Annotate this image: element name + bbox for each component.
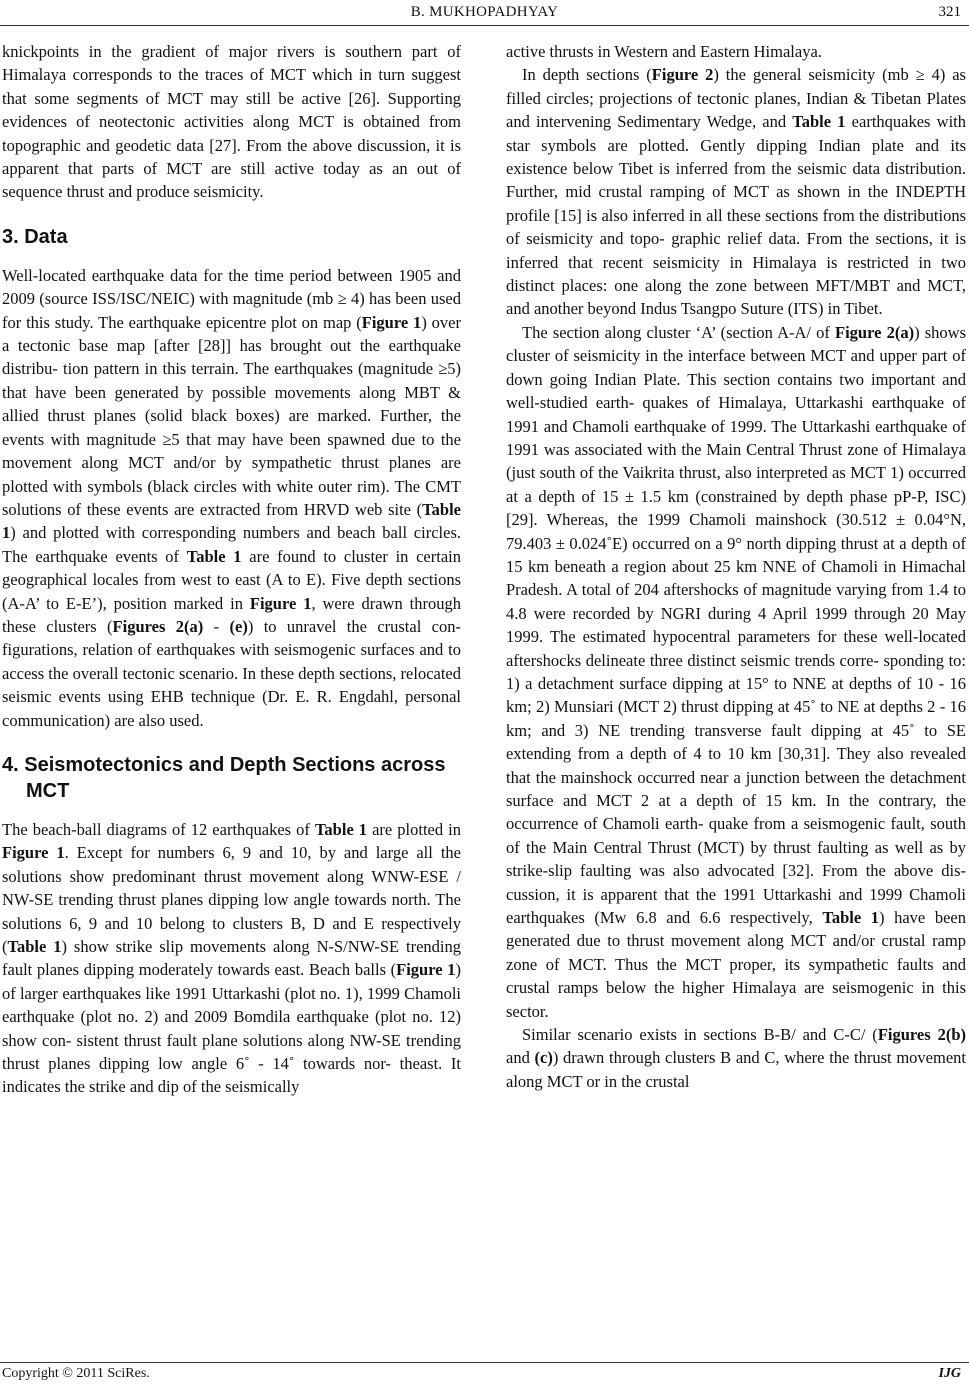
table-ref: Table 1: [2, 499, 461, 543]
figure-ref: Figure 1: [249, 593, 312, 613]
paragraph-continuation: active thrusts in Western and Eastern Himalaya.: [506, 42, 822, 61]
table-ref: Table 1: [7, 937, 62, 956]
figure-ref: Figure 2(a): [835, 322, 915, 342]
running-header-author: B. MUKHOPADHYAY: [410, 4, 559, 20]
copyright-notice: Copyright © 2011 SciRes.: [2, 1366, 150, 1381]
journal-abbreviation: IJG: [938, 1366, 961, 1381]
figure-ref: Figure 2: [651, 65, 714, 85]
figure-ref: Figures 2(a): [112, 616, 204, 636]
header-divider: [0, 25, 969, 26]
paragraph-section-a: The section along cluster ‘A’ (section A-A/ of Figure 2(a)) shows cluster of seismicity in the interface between MCT and upper part of down going Indian Plate. This section contains two important and well-studied earth- quakes of Himalaya, Uttarkashi earthquake of 1991 and Chamoli earthquake of 1999. The Uttarkashi earthquake of 1991 was associated with the Main Central Thrust zone of Himalaya (just south of the Vaikrita thrust, also interpreted as MCT 1) occurred at a depth of 15 ± 1.5 km (constrained by depth phase pP-P, ISC) [29]. Whereas, the 1999 Chamoli mainshock (30.512 ± 0.04°N, 79.403 ± 0.024˚E) occurred on a 9° north dipping thrust at a depth of 15 km beneath a region about 25 km NNE of Chamoli in Himachal Pradesh. A total of 204 aftershocks of magnitude varying from 1.4 to 4.8 were recorded by NGRI during 4 April 1999 through 20 May 1999. The estimated hypocentral parameters for these well-located aftershocks delineate three distinct seismic trends corre- sponding to: 1) a detachment surface dipping at 15° to NNE at depths of 10 - 16 km; 2) Munsiari (MCT 2) thrust dipping at 45˚ to NE at depths 2 - 16 km; and 3) NE trending transverse fault dipping at 45˚ to SE extending from a depth of 4 to 10 km [30,31]. They also revealed that the mainshock occurred near a junction between the detachment surface and MCT 2 at a depth of 15 km. In the contrary, the occurrence of Chamoli earth- quake from a seismogenic fault, south of the Main Central Thrust (MCT) by thrust faulting as well as by strike-slip faulting was also advocated [32]. From the above dis- cussion, it is apparent that the 1991 Uttarkashi and 1999 Chamoli earthquakes (Mw 6.8 and 6.6 respectively, Table 1) have been generated due to thrust movement along MCT and/or crustal ramp zone of MCT. Thus the MCT proper, its sympathetic faults and crustal ramps below the higher Himalaya are seismogenic in this sector.: [506, 322, 967, 1021]
paragraph-sections-b-c: Similar scenario exists in sections B-B/ and C-C/ (Figures 2(b) and (c)) drawn through clusters B and C, where the thrust movement along MCT or in the crustal: [506, 1025, 966, 1091]
table-ref: Table 1: [314, 819, 368, 839]
footer-divider: [0, 1362, 969, 1363]
figure-ref: (c): [534, 1048, 553, 1068]
page-number: 321: [938, 4, 961, 20]
figure-ref: Figure 1: [361, 312, 422, 332]
figure-ref: Figures 2(b): [877, 1025, 966, 1045]
table-ref: Table 1: [822, 908, 880, 928]
paragraph-beach-ball: The beach-ball diagrams of 12 earthquakes of Table 1 are plotted in Figure 1. Except for numbers 6, 9 and 10, by and large all the solutions show predominant thrust movement along WNW-ESE / NW-SE trending thrust planes dipping low angle towards north. The solutions 6, 9 and 10 belong to clusters B, D and E respectively (Table 1) show strike slip movements along N-S/NW-SE trending fault planes dipping moderately towards east. Beach balls (Figure 1) of larger earthquakes like 1991 Uttarkashi (plot no. 1), 1999 Chamoli earthquake (plot no. 2) and 2009 Bomdila earthquake (plot no. 12) show con- sistent thrust fault plane solutions along NW-SE trending thrust planes dipping low angle 6˚ - 14˚ towards nor- theast. It indicates the strike and dip of the seismically: [2, 819, 461, 1097]
left-column: [2, 40, 461, 1099]
section-heading-data: 3. Data: [2, 225, 68, 248]
paragraph-data: Well-located earthquake data for the time period between 1905 and 2009 (source ISS/ISC/NEIC) with magnitude (mb ≥ 4) has been used for this study. The earthquake epicentre plot on map (Figure 1) over a tectonic base map [after [28]] has brought out the earthquake distribu- tion pattern in this terrain. The earthquakes (magnitude ≥5) that have been generated by possible movements along MBT & allied thrust planes (solid black boxes) are marked. Further, the events with magnitude ≥5 that may have been spawned due to the movement along MCT and/or by sympathetic thrust planes are plotted with symbols (black circles with white outer rim). The CMT solutions of these events are extracted from HRVD web site (Table 1) and plotted with corresponding numbers and beach ball circles. The earthquake events of Table 1 are found to cluster in certain geographical locales from west to east (A to E). Five depth sections (A-A’ to E-E’), position marked in Figure 1, were drawn through these clusters (Figures 2(a) - (e)) to unravel the crustal con- figurations, relation of earthquakes with seismogenic surfaces and to access the overall tectonic scenario. In these depth sections, relocated seismic events using EHB technique (Dr. E. R. Engdahl, personal communication) are also used.: [2, 265, 461, 730]
figure-ref: (e): [229, 616, 248, 636]
figure-ref: Figure 1: [2, 843, 65, 863]
figure-ref: Figure 1: [396, 960, 456, 980]
table-ref: Table 1: [792, 112, 846, 132]
paragraph-continuation: knickpoints in the gradient of major rivers is southern part of Himalaya corresponds to the traces of MCT which in turn suggest that some segments of MCT may still be active [26]. Supporting evidences of neotectonic activities along MCT is obtained from topographic and geodetic data [27]. From the above discussion, it is apparent that parts of MCT are still active today as an out of sequence thrust and produce seismicity.: [2, 42, 461, 202]
table-ref: Table 1: [186, 546, 242, 566]
right-column: [506, 40, 966, 1093]
section-heading-seismotectonics: 4. Seismotectonics and Depth Sections across MCT: [2, 753, 446, 802]
paragraph-depth-sections: In depth sections (Figure 2) the general seismicity (mb ≥ 4) as filled circles; projections of tectonic planes, Indian & Tibetan Plates and intervening Sedimentary Wedge, and Table 1 earthquakes with star symbols are plotted. Gently dipping Indian plate and its existence below Tibet is inferred from the seismic data distribution. Further, mid crustal ramping of MCT as shown in the INDEPTH profile [15] is also inferred in all these sections from the distributions of seismicity and topo- graphic relief data. From the sections, it is inferred that recent seismicity in Himalaya is restricted in two distinct places: one along the zone between MFT/MBT and MCT, and another beyond Indus Tsangpo Suture (ITS) in Tibet.: [506, 65, 966, 319]
